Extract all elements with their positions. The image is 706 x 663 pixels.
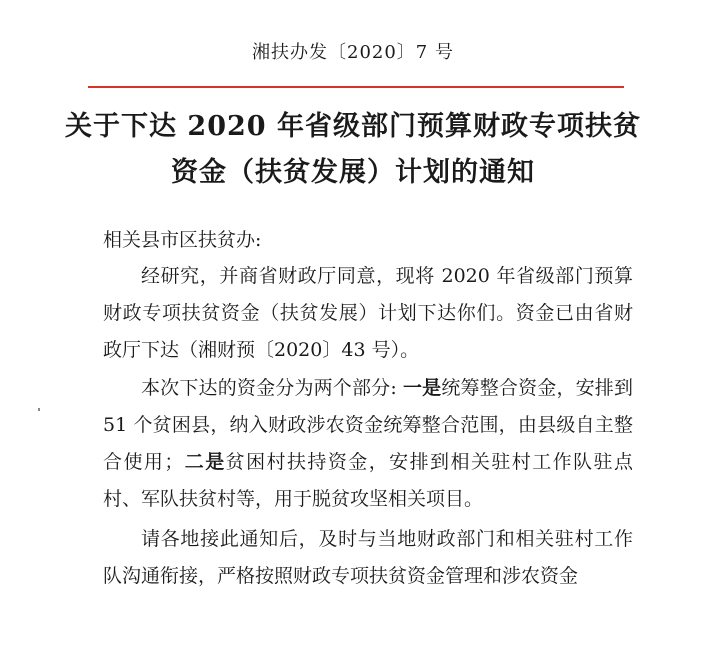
red-header-rule bbox=[88, 86, 624, 88]
paragraph-3: 请各地接此通知后，及时与当地财政部门和相关驻村工作队沟通衔接，严格按照财政专项扶贫资金管理和涉农资金 bbox=[103, 528, 633, 587]
document-number: 湘扶办发〔2020〕7 号 bbox=[252, 42, 454, 63]
title-line-1: 关于下达 2020 年省级部门预算财政专项扶贫 bbox=[65, 111, 641, 142]
paragraph-2-intro: 本次下达的资金分为两个部分: bbox=[141, 377, 403, 399]
paragraph-2-second-marker: 二是 bbox=[183, 451, 226, 473]
paragraph-2-second-part: 贫困村扶持资金，安排到相关驻村工作队驻点村、军队扶贫村等，用于脱贫攻坚相关项目。 bbox=[103, 451, 633, 510]
paragraph-2-first-part: 统筹整合资金，安排到 51 个贫困县，纳入财政涉农资金统筹整合范围，由县级自主整合使用； bbox=[103, 377, 633, 473]
paragraph-1: 经研究，并商省财政厅同意，现将 2020 年省级部门预算财政专项扶贫资金（扶贫发展）计划下达你们。资金已由省财政厅下达（湘财预〔2020〕43 号）。 bbox=[103, 265, 633, 361]
salutation: 相关县市区扶贫办: bbox=[103, 229, 262, 251]
scan-speck bbox=[38, 408, 40, 411]
paragraph-2 bbox=[103, 370, 633, 518]
paragraph-2-first-marker: 一是 bbox=[402, 377, 442, 399]
document-title bbox=[40, 104, 666, 196]
title-line-2: 资金（扶贫发展）计划的通知 bbox=[171, 157, 535, 188]
